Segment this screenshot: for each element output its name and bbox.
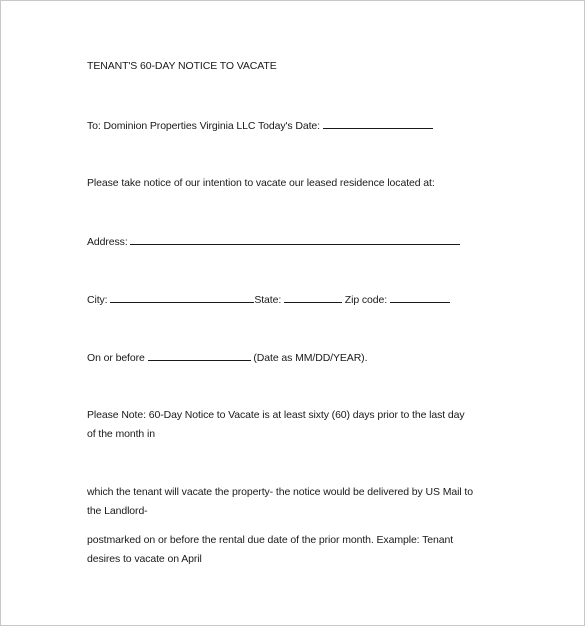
- date-suffix: (Date as MM/DD/YEAR).: [250, 352, 368, 364]
- vacate-date-field[interactable]: [148, 351, 251, 361]
- to-line-text: To: Dominion Properties Virginia LLC Today's Date:: [87, 120, 323, 132]
- city-field[interactable]: [110, 293, 254, 303]
- state-label: State:: [254, 294, 284, 306]
- note-line-2: of the month in: [87, 428, 155, 440]
- note-line-1: Please Note: 60-Day Notice to Vacate is at least sixty (60) days prior to the last day: [87, 409, 465, 421]
- note-line-5: postmarked on or before the rental due date of the prior month. Example: Tenant: [87, 534, 454, 546]
- city-label: City:: [87, 294, 111, 306]
- zip-field[interactable]: [390, 293, 450, 303]
- notice-text: Please take notice of our intention to vacate our leased residence located at:: [87, 177, 435, 189]
- address-label: Address:: [87, 236, 131, 248]
- address-field[interactable]: [130, 235, 460, 245]
- to-line: [87, 119, 433, 132]
- note-line-3: which the tenant will vacate the property- the notice would be delivered by US Mail to: [87, 486, 473, 498]
- todays-date-field[interactable]: [323, 119, 433, 129]
- date-line: [87, 351, 367, 364]
- state-field[interactable]: [284, 293, 342, 303]
- address-line: [87, 235, 460, 248]
- note-line-4: the Landlord-: [87, 505, 148, 517]
- document-title: TENANT'S 60-DAY NOTICE TO VACATE: [87, 60, 277, 72]
- city-state-zip-line: [87, 293, 450, 306]
- note-line-6: desires to vacate on April: [87, 553, 202, 565]
- zip-label: Zip code:: [341, 294, 390, 306]
- date-prefix: On or before: [87, 352, 148, 364]
